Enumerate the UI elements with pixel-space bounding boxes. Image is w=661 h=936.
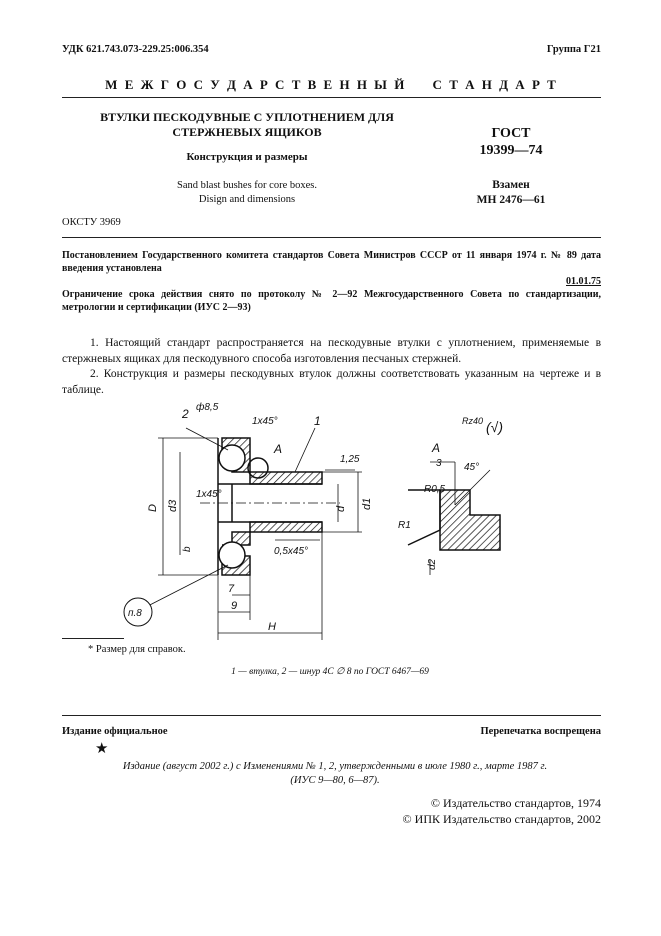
star-icon: ★ (95, 741, 109, 757)
dim-D: D (147, 504, 159, 512)
drawing-legend: 1 — втулка, 2 — шнур 4С ∅ 8 по ГОСТ 6467—69 (231, 667, 429, 677)
dim-d3: d3 (167, 499, 179, 512)
copyright-1: © Издательство стандартов, 1974 (430, 796, 601, 810)
copyright-block (403, 795, 601, 827)
angle-45-label: 45° (464, 462, 480, 473)
dimension-lines (140, 428, 362, 640)
title-ru-line1: ВТУЛКИ ПЕСКОДУВНЫЕ С УПЛОТНЕНИЕМ ДЛЯ (100, 110, 394, 124)
paragraph-2: 2. Конструкция и размеры пескодувных втулок должны соответствовать указанным на чертеже и в таблице. (62, 368, 601, 396)
footnote: * Размер для справок. (88, 644, 186, 655)
footnote-rule (62, 638, 124, 639)
copyright-2: © ИПК Издательство стандартов, 2002 (402, 812, 601, 826)
title-ru-subtitle: Конструкция и размеры (186, 151, 308, 163)
limitation-text: Ограничение срока действия снято по протоколу № 2—92 Межгосударственного Совета по стандартизации, метрологии и сертификации (ИУС 2—93) (62, 289, 601, 313)
decree-date: 01.01.75 (566, 276, 601, 287)
roughness-mark: (√) (486, 419, 504, 435)
roughness-label: Rz40 (462, 416, 484, 426)
edition-line-2: (ИУС 9—80, 6—87). (290, 775, 380, 786)
dim-9: 9 (231, 600, 238, 612)
chamfer-label-1: 1x45° (252, 416, 278, 427)
title-ru-line2: СТЕРЖНЕВЫХ ЯЩИКОВ (172, 125, 322, 139)
gost-label: ГОСТ (491, 126, 531, 141)
detail-a-title: A (432, 441, 441, 455)
edition-note (70, 760, 600, 788)
replaces-label: Взамен (492, 179, 530, 191)
replaces-value: МН 2476—61 (476, 194, 546, 206)
reprint-forbidden: Перепечатка воспрещена (480, 726, 601, 737)
leader-label-1: 1 (314, 414, 321, 428)
phi85-label: ф8,5 (196, 402, 219, 413)
paragraph-1: 1. Настоящий стандарт распространяется на пескодувные втулки с уплотнением, применяемые в стержневых ящиках для пескодувного способа изготовления песчаных стержней. (62, 337, 601, 365)
dim-H: H (268, 621, 276, 633)
title-en-line1: Sand blast bushes for core boxes. (177, 180, 317, 191)
dim-d2: d2 (427, 558, 438, 570)
dim-3: 3 (436, 458, 442, 469)
dim-d1: d1 (361, 497, 373, 510)
r125-label: 1,25 (340, 454, 360, 465)
udk-code: УДК 621.743.073-229.25:006.354 (62, 44, 209, 55)
official-edition: Издание официальное (62, 726, 168, 737)
footer-rule (62, 715, 601, 716)
title-en-line2: Disign and dimensions (198, 194, 296, 205)
decree-text: Постановлением Государственного комитета стандартов Совета Министров СССР от 11 января 1974 г. № 89 дата введения установлена (62, 250, 601, 274)
dim-7: 7 (228, 583, 235, 595)
leader-label-2: 2 (182, 407, 189, 421)
dim-b: b (182, 546, 193, 552)
r1-label: R1 (398, 520, 411, 531)
chamfer-label-3: 0,5x45° (274, 546, 309, 557)
okstu-code: ОКСТУ 3969 (62, 217, 121, 228)
r05-label: R0,5 (424, 484, 446, 495)
group-code: Группа Г21 (546, 44, 601, 55)
pos8-label: п.8 (128, 608, 142, 619)
edition-line-1: Издание (август 2002 г.) с Изменениями № 1, 2, утвержденными в июле 1980 г., марте 1987 г. (122, 761, 548, 772)
view-a-marker: A (274, 442, 283, 456)
gost-number: 19399—74 (479, 143, 543, 158)
standard-type: М Е Ж Г О С У Д А Р С Т В Е Н Н Ы Й С Т А Н Д А Р Т (105, 77, 558, 92)
chamfer-label-2: 1x45° (196, 489, 222, 500)
dim-d: d (335, 505, 347, 512)
